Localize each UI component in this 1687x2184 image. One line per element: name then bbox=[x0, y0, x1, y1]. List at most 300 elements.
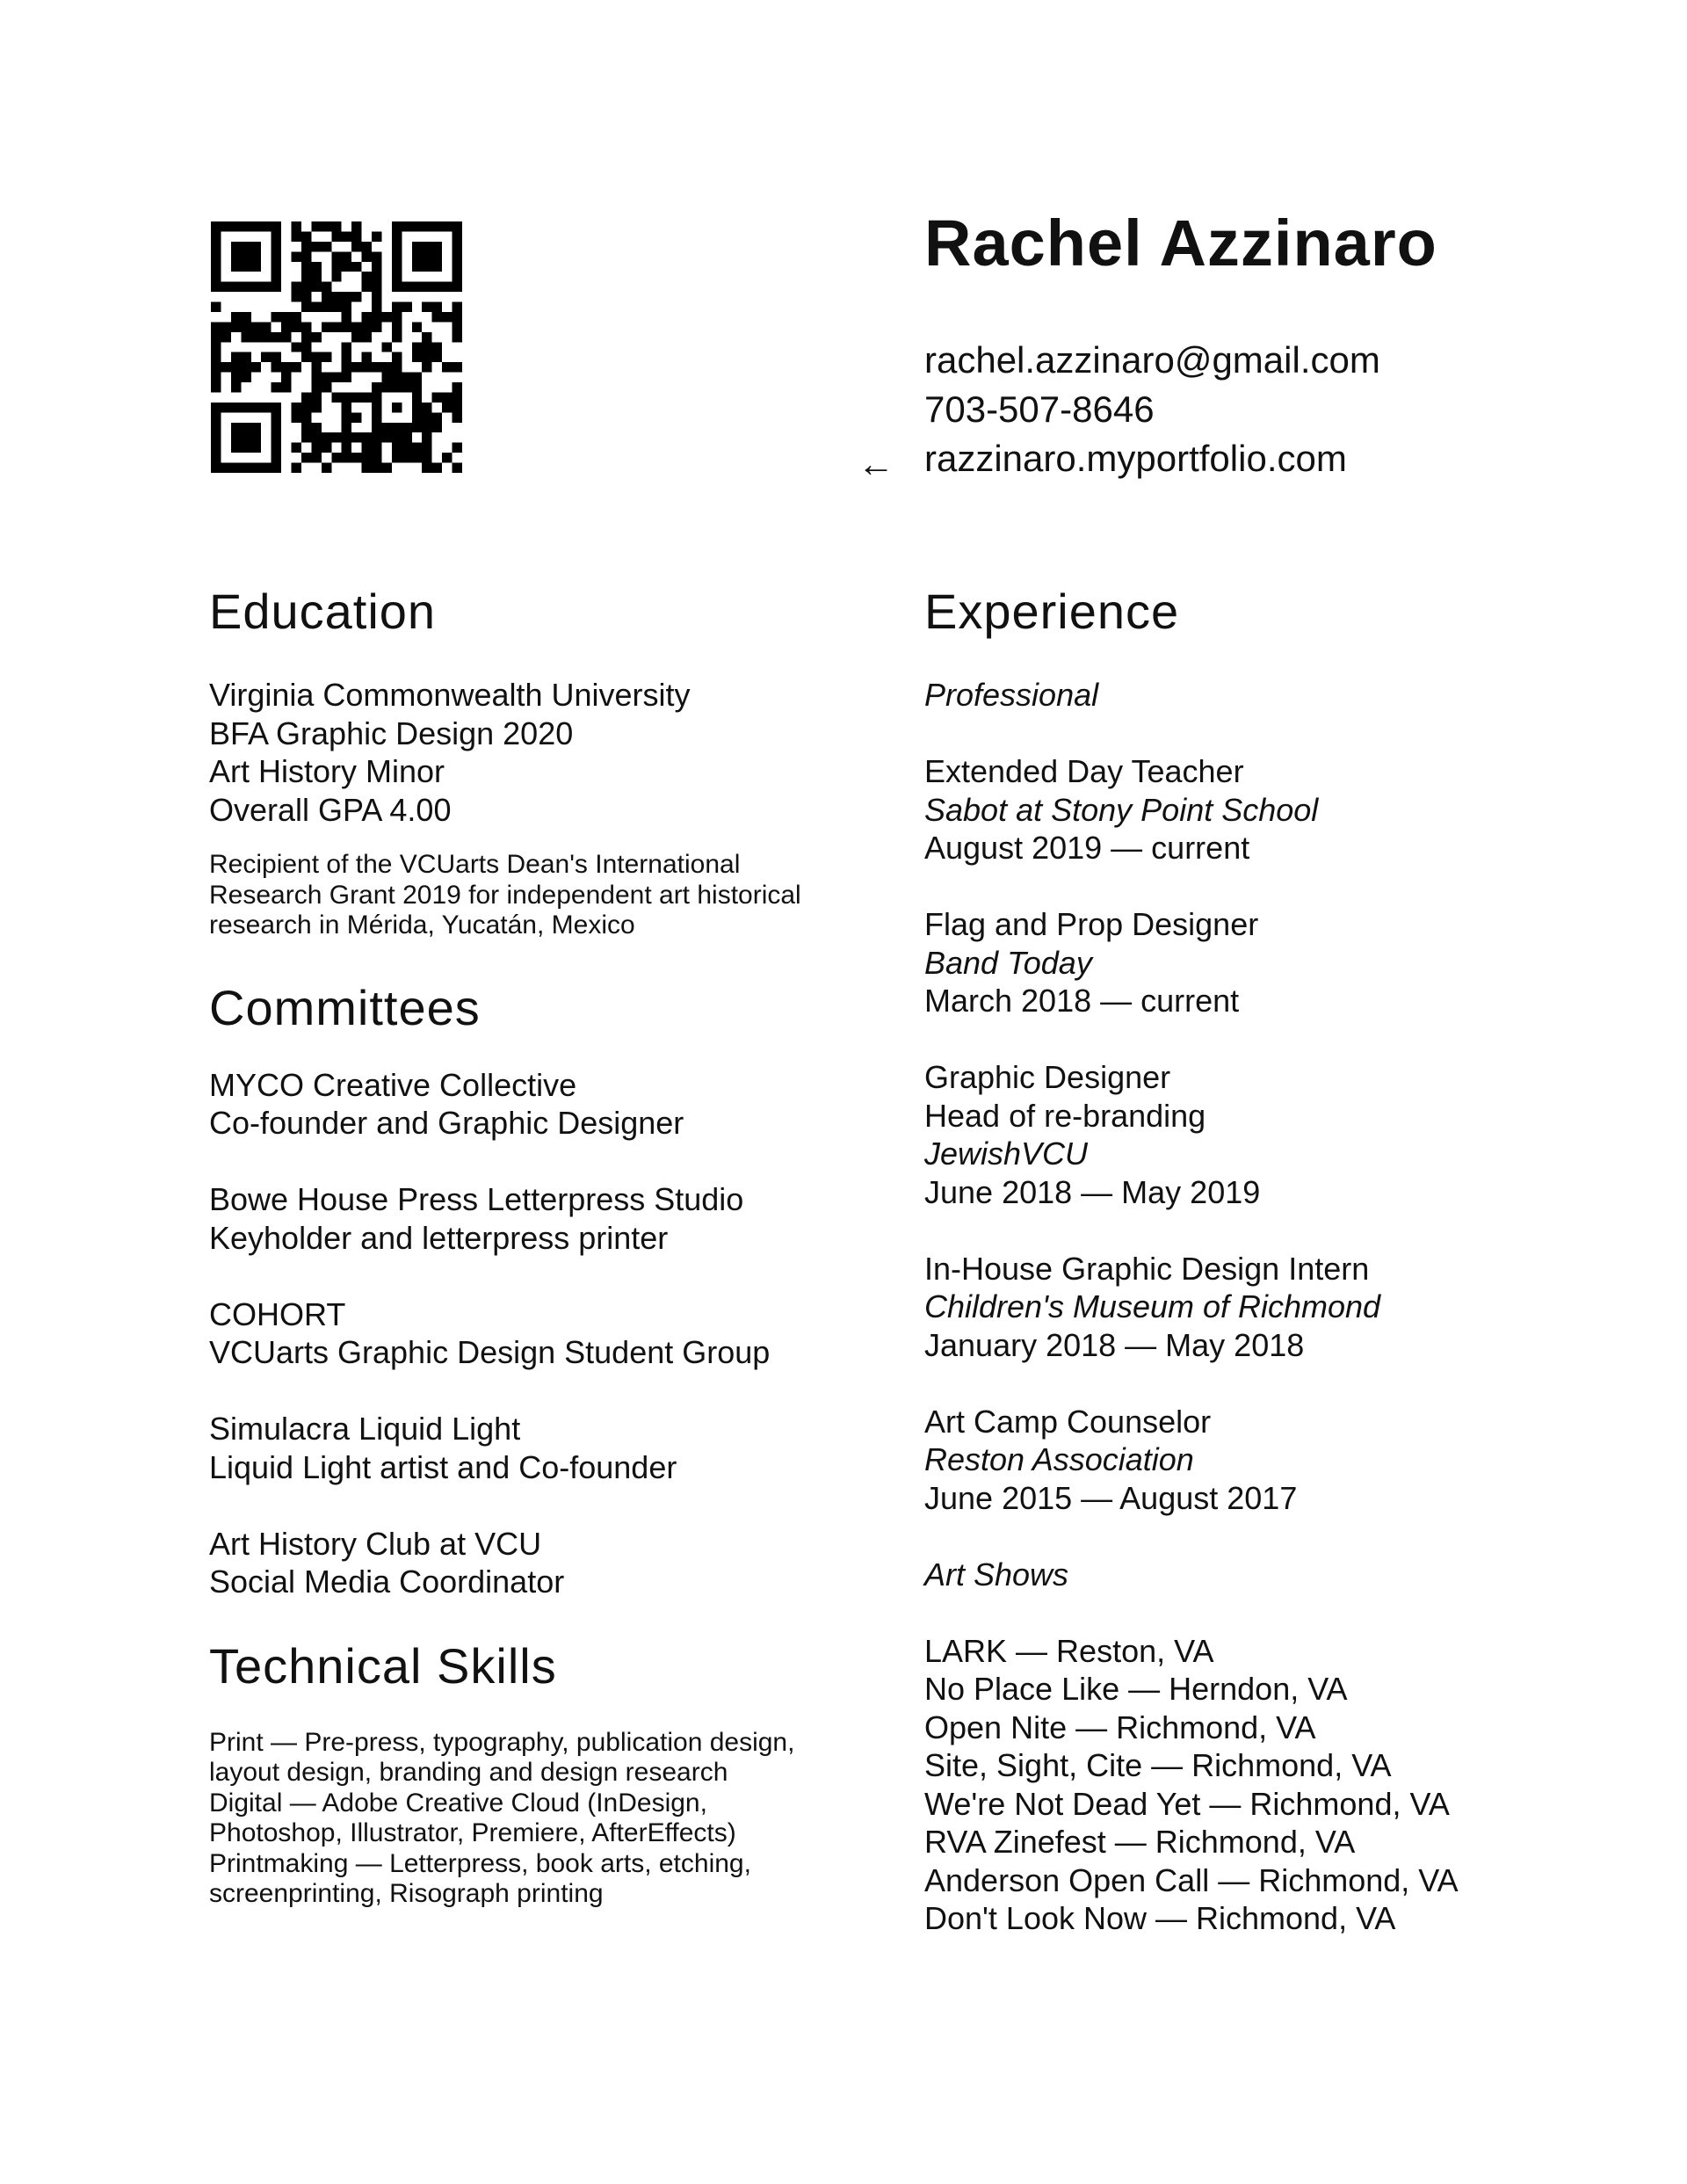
job-entry bbox=[924, 1250, 1645, 1365]
job-entry bbox=[924, 752, 1645, 867]
note-line: research in Mérida, Yucatán, Mexico bbox=[209, 911, 635, 940]
qr-module bbox=[241, 373, 250, 382]
qr-module bbox=[211, 373, 221, 382]
qr-module bbox=[351, 392, 361, 402]
qr-module bbox=[311, 282, 321, 292]
qr-module bbox=[372, 302, 381, 312]
qr-module bbox=[292, 251, 301, 261]
qr-module bbox=[372, 292, 381, 301]
qr-module bbox=[241, 312, 250, 322]
qr-module bbox=[453, 463, 462, 473]
qr-module bbox=[453, 392, 462, 402]
art-show-item: No Place Like — Herndon, VA bbox=[924, 1671, 1348, 1707]
qr-module bbox=[221, 362, 230, 372]
qr-module bbox=[322, 432, 331, 442]
qr-module bbox=[322, 221, 331, 231]
qr-module bbox=[351, 332, 361, 342]
qr-module bbox=[211, 352, 221, 362]
qr-module bbox=[442, 453, 452, 462]
art-show-item: Site, Sight, Cite — Richmond, VA bbox=[924, 1747, 1392, 1783]
art-shows-label: Art Shows bbox=[924, 1556, 1069, 1593]
qr-module bbox=[211, 342, 221, 352]
qr-module bbox=[251, 332, 261, 342]
qr-module bbox=[311, 403, 321, 412]
qr-module bbox=[342, 403, 351, 412]
job-entry bbox=[924, 1403, 1645, 1518]
qr-module bbox=[351, 221, 361, 231]
qr-module bbox=[221, 332, 230, 342]
qr-module bbox=[412, 453, 422, 462]
qr-module bbox=[342, 231, 351, 241]
qr-module bbox=[362, 282, 372, 292]
qr-module bbox=[342, 392, 351, 402]
qr-module bbox=[402, 302, 411, 312]
qr-module bbox=[311, 382, 321, 392]
job-org: JewishVCU bbox=[924, 1136, 1089, 1172]
qr-module bbox=[392, 302, 402, 312]
qr-module bbox=[292, 412, 301, 422]
qr-module bbox=[322, 322, 331, 331]
qr-module bbox=[342, 423, 351, 432]
qr-module bbox=[402, 373, 411, 382]
qr-module bbox=[331, 272, 341, 281]
qr-module bbox=[241, 322, 250, 331]
job-title: Graphic Designer bbox=[924, 1059, 1171, 1095]
qr-module bbox=[311, 302, 321, 312]
qr-module bbox=[281, 312, 291, 322]
qr-module bbox=[211, 382, 221, 392]
qr-module bbox=[211, 302, 221, 312]
qr-module bbox=[322, 382, 331, 392]
qr-module bbox=[311, 443, 321, 453]
qr-module bbox=[442, 362, 452, 372]
qr-module bbox=[372, 443, 381, 453]
qr-module bbox=[301, 231, 311, 241]
qr-module bbox=[422, 423, 431, 432]
qr-module bbox=[301, 423, 311, 432]
job-org: Sabot at Stony Point School bbox=[924, 791, 1319, 828]
skills-details bbox=[209, 1728, 859, 1910]
qr-module bbox=[322, 302, 331, 312]
job-title: In-House Graphic Design Intern bbox=[924, 1250, 1370, 1287]
committee-item bbox=[209, 1066, 859, 1143]
qr-module bbox=[331, 292, 341, 301]
qr-module bbox=[331, 392, 341, 402]
qr-module bbox=[412, 373, 422, 382]
art-show-item: LARK — Reston, VA bbox=[924, 1632, 1214, 1669]
qr-module bbox=[392, 432, 402, 442]
qr-module bbox=[372, 272, 381, 281]
qr-module bbox=[322, 463, 331, 473]
qr-module bbox=[331, 432, 341, 442]
qr-module bbox=[453, 312, 462, 322]
qr-code-graphic bbox=[211, 221, 462, 473]
qr-module bbox=[301, 302, 311, 312]
qr-module bbox=[231, 382, 241, 392]
qr-module bbox=[362, 362, 372, 372]
education-line: Overall GPA 4.00 bbox=[209, 791, 452, 828]
qr-module bbox=[392, 373, 402, 382]
qr-module bbox=[372, 463, 381, 473]
qr-module bbox=[231, 373, 241, 382]
qr-module bbox=[372, 282, 381, 292]
skills-line: Printmaking — Letterpress, book arts, etching, bbox=[209, 1848, 751, 1878]
qr-module bbox=[272, 332, 281, 342]
qr-module bbox=[392, 443, 402, 453]
qr-module bbox=[422, 412, 431, 422]
qr-module bbox=[231, 352, 241, 362]
qr-module bbox=[351, 262, 361, 272]
email-link[interactable]: rachel.azzinaro@gmail.com bbox=[924, 339, 1380, 381]
qr-module bbox=[442, 403, 452, 412]
qr-module bbox=[342, 352, 351, 362]
qr-module bbox=[251, 362, 261, 372]
qr-module bbox=[331, 373, 341, 382]
qr-module bbox=[453, 302, 462, 312]
education-line: Virginia Commonwealth University bbox=[209, 677, 691, 713]
qr-module bbox=[331, 262, 341, 272]
qr-module bbox=[392, 403, 402, 412]
qr-module bbox=[351, 453, 361, 462]
qr-module bbox=[292, 342, 301, 352]
qr-module bbox=[322, 242, 331, 251]
qr-module bbox=[322, 373, 331, 382]
qr-module bbox=[351, 362, 361, 372]
qr-module bbox=[292, 362, 301, 372]
qr-module bbox=[231, 242, 261, 272]
qr-module bbox=[301, 322, 311, 331]
qr-module bbox=[362, 272, 372, 281]
job-entry bbox=[924, 905, 1645, 1020]
qr-module bbox=[272, 312, 281, 322]
qr-module bbox=[342, 302, 351, 312]
qr-module bbox=[261, 352, 271, 362]
qr-module bbox=[453, 443, 462, 453]
qr-module bbox=[301, 412, 311, 422]
committee-org: Simulacra Liquid Light bbox=[209, 1411, 521, 1447]
qr-module bbox=[342, 292, 351, 301]
qr-module bbox=[241, 332, 250, 342]
committee-role: Social Media Coordinator bbox=[209, 1564, 565, 1600]
committee-role: Co-founder and Graphic Designer bbox=[209, 1105, 684, 1141]
qr-module bbox=[342, 251, 351, 261]
qr-module bbox=[311, 242, 321, 251]
committee-role: Keyholder and letterpress printer bbox=[209, 1219, 669, 1256]
qr-module bbox=[292, 292, 301, 301]
art-show-item: RVA Zinefest — Richmond, VA bbox=[924, 1824, 1356, 1860]
job-dates: March 2018 — current bbox=[924, 983, 1240, 1019]
qr-module bbox=[281, 362, 291, 372]
qr-module bbox=[241, 362, 250, 372]
job-dates: August 2019 — current bbox=[924, 830, 1250, 866]
qr-module bbox=[231, 322, 241, 331]
qr-module bbox=[211, 332, 221, 342]
qr-module bbox=[292, 403, 301, 412]
qr-module bbox=[351, 322, 361, 331]
qr-module bbox=[301, 342, 311, 352]
qr-module bbox=[453, 412, 462, 422]
art-show-item: Anderson Open Call — Richmond, VA bbox=[924, 1861, 1459, 1898]
experience-list bbox=[924, 676, 1645, 1938]
education-note bbox=[209, 850, 859, 941]
qr-module bbox=[412, 322, 422, 331]
qr-module bbox=[331, 322, 341, 331]
qr-module bbox=[362, 322, 372, 331]
qr-module bbox=[301, 251, 311, 261]
job-subtitle: Head of re-branding bbox=[924, 1097, 1206, 1134]
qr-module bbox=[241, 352, 250, 362]
committee-org: MYCO Creative Collective bbox=[209, 1066, 577, 1103]
skills-line: Photoshop, Illustrator, Premiere, AfterEffects) bbox=[209, 1818, 736, 1847]
qr-module bbox=[311, 453, 321, 462]
qr-module bbox=[272, 382, 281, 392]
experience-heading: Experience bbox=[924, 584, 1180, 639]
qr-module bbox=[422, 403, 431, 412]
qr-module bbox=[311, 392, 321, 402]
qr-module bbox=[392, 362, 402, 372]
job-org: Band Today bbox=[924, 944, 1092, 981]
qr-module bbox=[432, 352, 442, 362]
qr-module bbox=[453, 362, 462, 372]
qr-module bbox=[211, 362, 221, 372]
qr-module bbox=[381, 362, 391, 372]
qr-module bbox=[331, 231, 341, 241]
qr-module bbox=[281, 382, 291, 392]
qr-module bbox=[322, 282, 331, 292]
art-show-item: Don't Look Now — Richmond, VA bbox=[924, 1900, 1396, 1936]
qr-module bbox=[453, 332, 462, 342]
qr-module bbox=[301, 242, 311, 251]
qr-module bbox=[342, 312, 351, 322]
job-title: Art Camp Counselor bbox=[924, 1403, 1212, 1440]
committees-heading: Committees bbox=[209, 979, 481, 1035]
qr-module bbox=[453, 322, 462, 331]
qr-module bbox=[292, 463, 301, 473]
committee-item bbox=[209, 1410, 859, 1486]
qr-module bbox=[372, 312, 381, 322]
qr-module bbox=[311, 362, 321, 372]
qr-module bbox=[422, 352, 431, 362]
skills-line: layout design, branding and design research bbox=[209, 1758, 728, 1787]
qr-module bbox=[342, 322, 351, 331]
qr-module bbox=[402, 443, 411, 453]
qr-module bbox=[381, 463, 391, 473]
qr-module bbox=[372, 432, 381, 442]
qr-module bbox=[362, 453, 372, 462]
qr-module bbox=[301, 432, 311, 442]
committee-item bbox=[209, 1180, 859, 1257]
qr-module bbox=[372, 362, 381, 372]
qr-module bbox=[311, 272, 321, 281]
qr-module bbox=[261, 322, 271, 331]
qr-module bbox=[292, 221, 301, 231]
skills-line: screenprinting, Risograph printing bbox=[209, 1879, 604, 1908]
right-column bbox=[924, 580, 1645, 1938]
qr-module bbox=[392, 322, 402, 331]
qr-module bbox=[301, 403, 311, 412]
qr-module bbox=[432, 302, 442, 312]
qr-module bbox=[351, 432, 361, 442]
qr-module bbox=[301, 282, 311, 292]
qr-module bbox=[292, 231, 301, 241]
qr-module bbox=[251, 322, 261, 331]
qr-module bbox=[331, 453, 341, 462]
qr-module bbox=[301, 352, 311, 362]
qr-module bbox=[331, 302, 341, 312]
qr-module bbox=[432, 392, 442, 402]
qr-module bbox=[381, 432, 391, 442]
qr-module bbox=[272, 352, 281, 362]
skills-heading: Technical Skills bbox=[209, 1637, 557, 1694]
qr-module bbox=[292, 443, 301, 453]
note-line: Recipient of the VCUarts Dean's International bbox=[209, 850, 741, 879]
qr-module bbox=[362, 432, 372, 442]
qr-module bbox=[392, 352, 402, 362]
qr-module bbox=[342, 412, 351, 422]
art-shows-list bbox=[924, 1632, 1645, 1938]
education-line: BFA Graphic Design 2020 bbox=[209, 715, 574, 751]
qr-module bbox=[342, 432, 351, 442]
qr-module bbox=[311, 221, 321, 231]
qr-module bbox=[351, 242, 361, 251]
qr-module bbox=[362, 352, 372, 362]
committee-org: Bowe House Press Letterpress Studio bbox=[209, 1181, 744, 1217]
qr-module bbox=[392, 453, 402, 462]
committee-role: VCUarts Graphic Design Student Group bbox=[209, 1334, 771, 1370]
qr-module bbox=[402, 453, 411, 462]
qr-module bbox=[362, 332, 372, 342]
qr-module bbox=[362, 312, 372, 322]
qr-module bbox=[342, 443, 351, 453]
job-title: Extended Day Teacher bbox=[924, 753, 1244, 789]
qr-module bbox=[281, 373, 291, 382]
committee-role: Liquid Light artist and Co-founder bbox=[209, 1448, 677, 1485]
qr-module bbox=[422, 453, 431, 462]
person-name: Rachel Azzinaro bbox=[924, 207, 1437, 279]
qr-module bbox=[231, 312, 241, 322]
qr-module bbox=[422, 332, 431, 342]
qr-module bbox=[301, 272, 311, 281]
qr-module bbox=[301, 392, 311, 402]
qr-module bbox=[362, 443, 372, 453]
qr-module bbox=[351, 292, 361, 301]
qr-module bbox=[272, 362, 281, 372]
qr-module bbox=[372, 453, 381, 462]
qr-module bbox=[432, 342, 442, 352]
qr-module bbox=[311, 352, 321, 362]
qr-module bbox=[412, 352, 422, 362]
qr-module bbox=[381, 342, 391, 352]
qr-module bbox=[301, 332, 311, 342]
qr-module bbox=[301, 453, 311, 462]
art-show-item: Open Nite — Richmond, VA bbox=[924, 1709, 1316, 1745]
note-line: Research Grant 2019 for independent art historical bbox=[209, 880, 801, 910]
qr-module bbox=[231, 423, 261, 453]
qr-module bbox=[351, 412, 361, 422]
qr-module bbox=[311, 373, 321, 382]
skills-line: Print — Pre-press, typography, publication design, bbox=[209, 1727, 795, 1757]
job-title: Flag and Prop Designer bbox=[924, 906, 1259, 942]
left-column bbox=[209, 580, 859, 1910]
qr-module bbox=[412, 242, 442, 272]
qr-module bbox=[301, 262, 311, 272]
qr-module bbox=[381, 312, 391, 322]
qr-module bbox=[211, 322, 221, 331]
qr-module bbox=[362, 392, 372, 402]
qr-module bbox=[362, 242, 372, 251]
qr-module bbox=[372, 262, 381, 272]
qr-module bbox=[331, 251, 341, 261]
qr-module bbox=[381, 373, 391, 382]
qr-module bbox=[422, 443, 431, 453]
education-heading: Education bbox=[209, 584, 437, 639]
qr-module bbox=[422, 362, 431, 372]
qr-module bbox=[311, 423, 321, 432]
qr-module bbox=[422, 432, 431, 442]
qr-module bbox=[342, 362, 351, 372]
committees-list bbox=[209, 1066, 859, 1601]
qr-module bbox=[342, 373, 351, 382]
skills-line: Digital — Adobe Creative Cloud (InDesign, bbox=[209, 1788, 707, 1818]
qr-module bbox=[301, 292, 311, 301]
qr-module bbox=[342, 342, 351, 352]
job-org: Reston Association bbox=[924, 1441, 1194, 1477]
qr-module bbox=[442, 392, 452, 402]
job-dates: June 2015 — August 2017 bbox=[924, 1479, 1298, 1516]
phone-number: 703-507-8646 bbox=[924, 388, 1155, 430]
qr-module bbox=[422, 342, 431, 352]
job-entry bbox=[924, 1058, 1645, 1211]
committee-item bbox=[209, 1525, 859, 1601]
qr-module bbox=[422, 302, 431, 312]
qr-module bbox=[322, 292, 331, 301]
qr-module bbox=[292, 322, 301, 331]
qr-module bbox=[231, 362, 241, 372]
qr-module bbox=[322, 352, 331, 362]
qr-module bbox=[331, 221, 341, 231]
qr-module bbox=[402, 432, 411, 442]
qr-module bbox=[442, 312, 452, 322]
qr-module bbox=[362, 463, 372, 473]
qr-module bbox=[412, 342, 422, 352]
contact-block bbox=[924, 336, 1380, 483]
committee-org: Art History Club at VCU bbox=[209, 1525, 542, 1562]
qr-code-icon bbox=[211, 221, 462, 473]
qr-module bbox=[311, 332, 321, 342]
qr-module bbox=[342, 262, 351, 272]
qr-module bbox=[311, 262, 321, 272]
qr-module bbox=[412, 443, 422, 453]
qr-module bbox=[362, 251, 372, 261]
qr-module bbox=[322, 443, 331, 453]
committee-org: COHORT bbox=[209, 1295, 346, 1332]
qr-module bbox=[372, 231, 381, 241]
qr-module bbox=[311, 432, 321, 442]
qr-module bbox=[292, 282, 301, 292]
qr-module bbox=[432, 312, 442, 322]
qr-module bbox=[342, 453, 351, 462]
arrow-left-icon: ← bbox=[858, 443, 894, 484]
portfolio-link[interactable]: razzinaro.myportfolio.com bbox=[924, 438, 1347, 479]
qr-module bbox=[392, 312, 402, 322]
qr-module bbox=[261, 332, 271, 342]
qr-module bbox=[392, 332, 402, 342]
qr-module bbox=[422, 463, 431, 473]
qr-module bbox=[453, 403, 462, 412]
qr-module bbox=[292, 312, 301, 322]
committee-item bbox=[209, 1295, 859, 1372]
qr-module bbox=[221, 322, 230, 331]
